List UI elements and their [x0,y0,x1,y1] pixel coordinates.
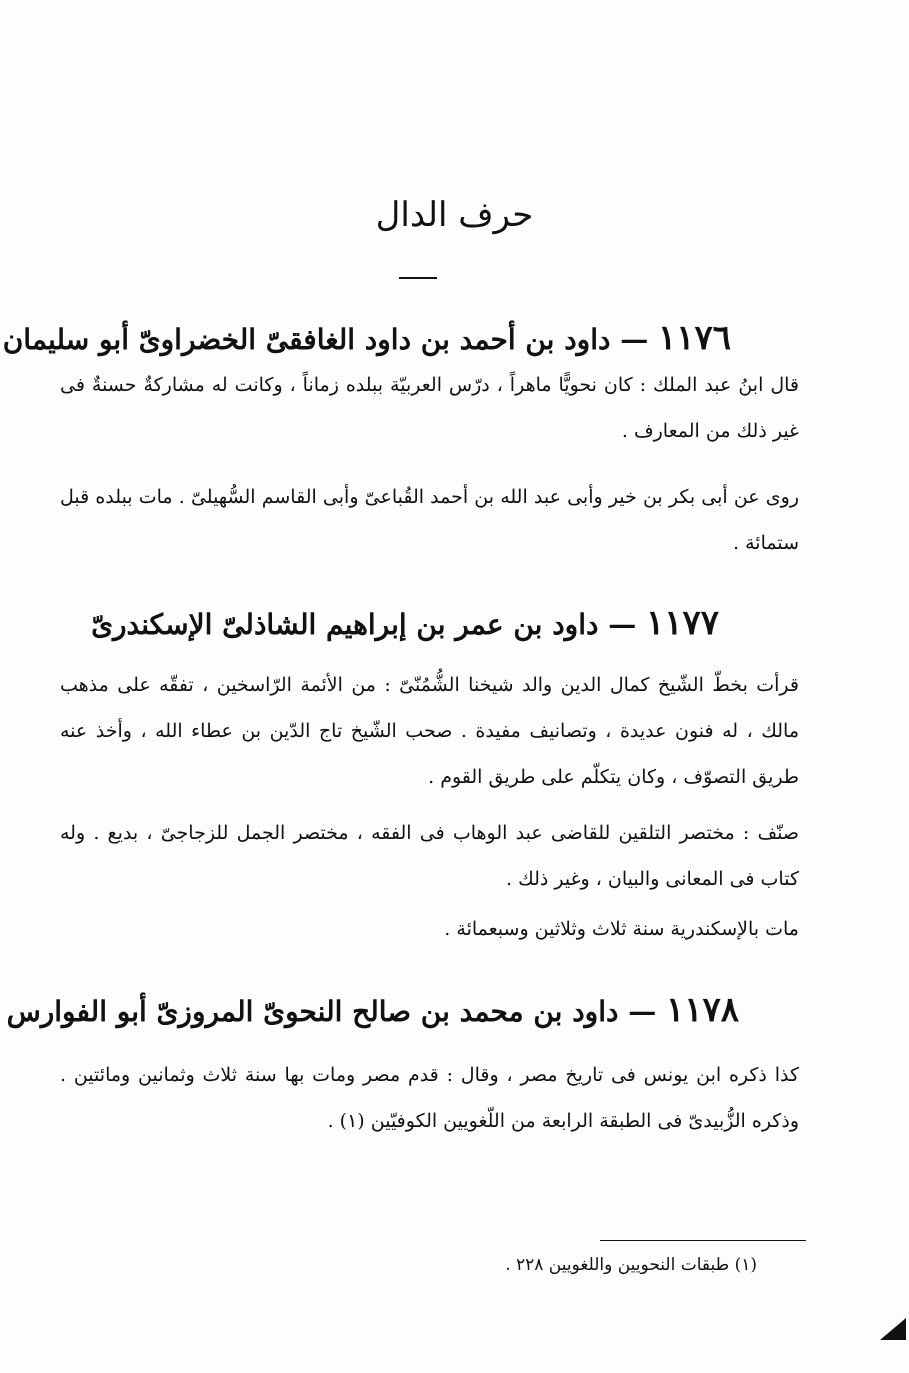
entry-number: ١١٧٨ [665,990,739,1030]
page-corner-marker [880,1318,906,1340]
entry-dash: — [608,608,637,641]
entry-name: داود بن عمر بن إبراهيم الشاذلىّ الإسكندرىّ [91,608,599,641]
entry-paragraph: قال ابنُ عبد الملك : كان نحويًّا ماهراً ، درّس العربيّة ببلده زماناً ، وكانت له مشاركةٌ حسنةٌ فى غير ذلك من المعارف . [60,374,799,442]
entry-heading [2,318,731,358]
entry-heading [6,990,739,1030]
entry-heading [80,603,719,643]
entry-dash: — [628,995,657,1028]
entry-name: داود بن محمد بن صالح النحوىّ المروزىّ أبو الفوارس [6,995,619,1028]
entry-dash: — [620,323,649,356]
chapter-title: حرف الدال [375,195,534,235]
title-divider [399,277,437,279]
entry-name: داود بن أحمد بن داود الغافقىّ الخضراوىّ أبو سليمان [2,323,611,356]
footnote: (١) طبقات النحويين واللغويين ٢٢٨ . [505,1255,757,1275]
entry-number: ١١٧٧ [645,603,719,643]
entry-paragraph: روى عن أبى بكر بن خير وأبى عبد الله بن أحمد القُباعىّ وأبى القاسم السُّهيلىّ . مات ببلده قبل ستمائة . [60,486,799,554]
footnote-divider [600,1240,806,1241]
entry-paragraph: صنّف : مختصر التلقين للقاضى عبد الوهاب فى الفقه ، مختصر الجمل للزجاجىّ ، بديع . وله كتاب فى المعانى والبيان ، وغير ذلك . [60,822,799,890]
entry-paragraph: قرأت بخطّ الشّيخ كمال الدين والد شيخنا الشُّمُنّىّ : من الأئمة الرّاسخين ، تفقّه على مذهب مالك ، له فنون عديدة ، وتصانيف مفيدة . صحب الشّيخ تاج الدّين بن عطاء الله ، وأخذ عنه طريق التصوّف ، وكان يتكلّم على طريق القوم . [60,674,799,788]
entry-paragraph: مات بالإسكندرية سنة ثلاث وثلاثين وسبعمائة . [444,918,799,940]
entry-paragraph: كذا ذكره ابن يونس فى تاريخ مصر ، وقال : قدم مصر ومات بها سنة ثلاث وثمانين ومائتين . وذكره الزُّبيدىّ فى الطبقة الرابعة من اللّغويين الكوفيّين (١) . [60,1064,799,1132]
entry-number: ١١٧٦ [657,318,731,358]
